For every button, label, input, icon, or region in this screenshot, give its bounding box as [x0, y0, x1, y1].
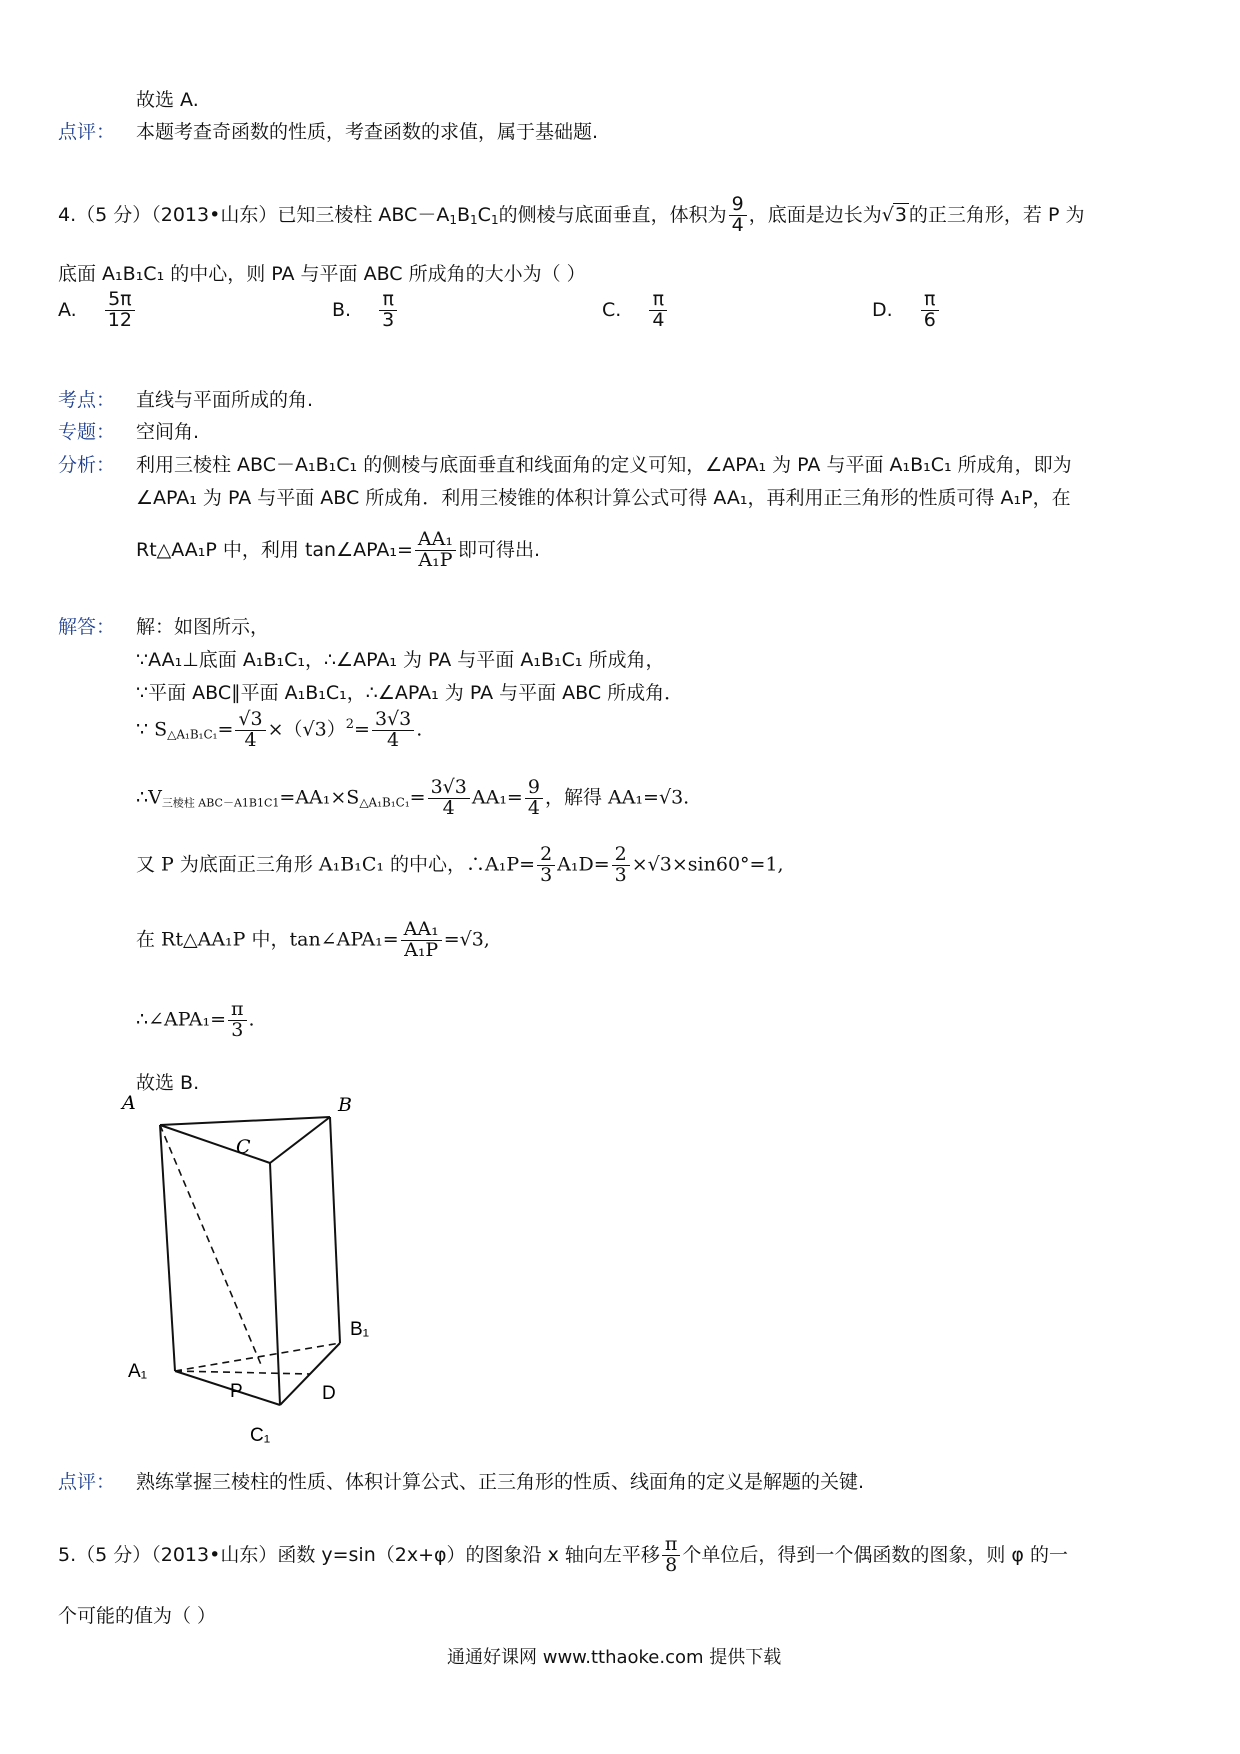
- edge-ab: [160, 1117, 330, 1125]
- fenxi-label: 分析：: [58, 454, 116, 476]
- edge-bb1: [330, 1117, 340, 1343]
- q5-stem-line2: 个可能的值为（ ）: [58, 1605, 217, 1627]
- edge-ac: [160, 1125, 270, 1163]
- footer-source: 通通好课网 www.tthaoke.com 提供下载: [447, 1647, 782, 1668]
- q5-stem-line1: 5.（5 分）（2013•山东）函数 y=sin（2x+φ）的图象沿 x 轴向左平移 $\frac{\pi}{8}$ 个单位后，得到一个偶函数的图象，则 φ 的一: [58, 1533, 1068, 1576]
- review2-text: 熟练掌握三棱柱的性质、体积计算公式、正三角形的性质、线面角的定义是解题的关键.: [136, 1471, 865, 1493]
- solution-label: 解答：: [58, 616, 116, 638]
- review-label: 点评：: [58, 121, 116, 143]
- q4-stem-d: 的正三角形，若 P 为: [908, 203, 1085, 226]
- label-c: C: [236, 1136, 251, 1158]
- edge-cc1: [270, 1163, 280, 1405]
- label-d: D: [322, 1383, 336, 1404]
- kaodian-label: 考点：: [58, 389, 116, 411]
- solution-line9: 故选 B.: [136, 1072, 200, 1094]
- solution-line7: 在 Rt△AA₁P 中，tan∠APA₁= $\frac{\text{AA₁}}{\text{A₁P}}$ =√3,: [136, 918, 490, 961]
- solution-line3: ∵平面 ABC∥平面 A₁B₁C₁，∴∠APA₁ 为 PA 与平面 ABC 所成角．: [136, 682, 684, 704]
- label-a1: A₁: [128, 1361, 148, 1382]
- segment-pa-dashed: [160, 1125, 262, 1367]
- q4-option-a[interactable]: A. $\frac{5\pi}{12}$: [58, 290, 137, 331]
- q4-volume-fraction: $\frac{9}{4}$: [729, 195, 747, 236]
- q4-stem-line1: 4.（5 分）（2013•山东）已知三棱柱 $ABC-A_1B_1C_1$的侧棱与底面垂直，体积为 $\frac{9}{4}$ ，底面是边长为√3 的正三角形，若 P 为: [58, 193, 1085, 236]
- edge-bc: [270, 1117, 330, 1163]
- kaodian-text: 直线与平面所成的角.: [136, 389, 314, 411]
- solution-line2: ∵AA₁⊥底面 A₁B₁C₁，∴∠APA₁ 为 PA 与平面 A₁B₁C₁ 所成角，: [136, 649, 665, 671]
- review-text: 本题考查奇函数的性质，考查函数的求值，属于基础题.: [136, 121, 599, 143]
- label-b: B: [338, 1095, 352, 1116]
- edge-a1c1: [175, 1371, 280, 1405]
- q4-stem-line2: 底面 A₁B₁C₁ 的中心，则 PA 与平面 ABC 所成角的大小为（ ）: [58, 263, 586, 285]
- q4-side-sqrt: √3: [881, 203, 907, 226]
- segment-a1d-dashed: [175, 1371, 310, 1374]
- answer-line: 故选 A.: [136, 89, 199, 111]
- q4-option-c[interactable]: C. $\frac{\pi}{4}$: [602, 290, 669, 331]
- q4-stem-a: 4.（5 分）（2013•山东）已知三棱柱 ABC－A: [58, 203, 450, 226]
- label-p: P: [230, 1381, 243, 1402]
- q4-option-d[interactable]: D. $\frac{\pi}{6}$: [872, 290, 941, 331]
- fenxi-line1: 利用三棱柱 ABC－A₁B₁C₁ 的侧棱与底面垂直和线面角的定义可知，∠APA₁ 为 PA 与平面 A₁B₁C₁ 所成角，即为: [136, 454, 1072, 476]
- edge-a1b1-dashed: [175, 1343, 340, 1371]
- label-a: A: [122, 1095, 136, 1114]
- solution-line8: ∴∠APA₁= $\frac{\pi}{3}$ .: [136, 998, 255, 1041]
- q4-stem-c: ，底面是边长为: [748, 203, 882, 226]
- fenxi-line2: ∠APA₁ 为 PA 与平面 ABC 所成角．利用三棱锥的体积计算公式可得 AA₁，再利用正三角形的性质可得 A₁P，在: [136, 487, 1071, 509]
- zhuanti-text: 空间角.: [136, 421, 200, 443]
- zhuanti-label: 专题：: [58, 421, 116, 443]
- edge-aa1: [160, 1125, 175, 1371]
- q4-option-b[interactable]: B. $\frac{\pi}{3}$: [332, 290, 399, 331]
- solution-line1: 解：如图所示，: [136, 616, 270, 638]
- label-b1: B₁: [350, 1319, 370, 1340]
- prism-figure: [120, 1095, 390, 1445]
- label-c1: C₁: [250, 1425, 271, 1445]
- fenxi-line3: Rt△AA₁P 中，利用 tan∠APA₁= $\frac{\text{AA₁}}{\text{A₁P}}$ 即可得出.: [136, 528, 540, 571]
- solution-line4: ∵ $S_{\triangle A_1B_1C_1}=$ $\frac{√3}{4}$ $\times(√3)^2=$ $\frac{3√3}{4}$ .: [136, 708, 423, 751]
- review2-label: 点评：: [58, 1471, 116, 1493]
- solution-line6: 又 P 为底面正三角形 A₁B₁C₁ 的中心，∴A₁P= $\frac{2}{3}$ A₁D= $\frac{2}{3}$ ×√3×sin60°=1,: [136, 843, 784, 886]
- q4-stem-b: 的侧棱与底面垂直，体积为: [498, 203, 727, 226]
- solution-line5: $\therefore V_{三棱柱 ABC-A1B1C1}=AA_1\times S_{\triangle A_1B_1C_1}=$ $\frac{3√3}{4}$ AA₁= $\frac{9}{4}$ ，解得 AA₁=√3.: [136, 776, 690, 819]
